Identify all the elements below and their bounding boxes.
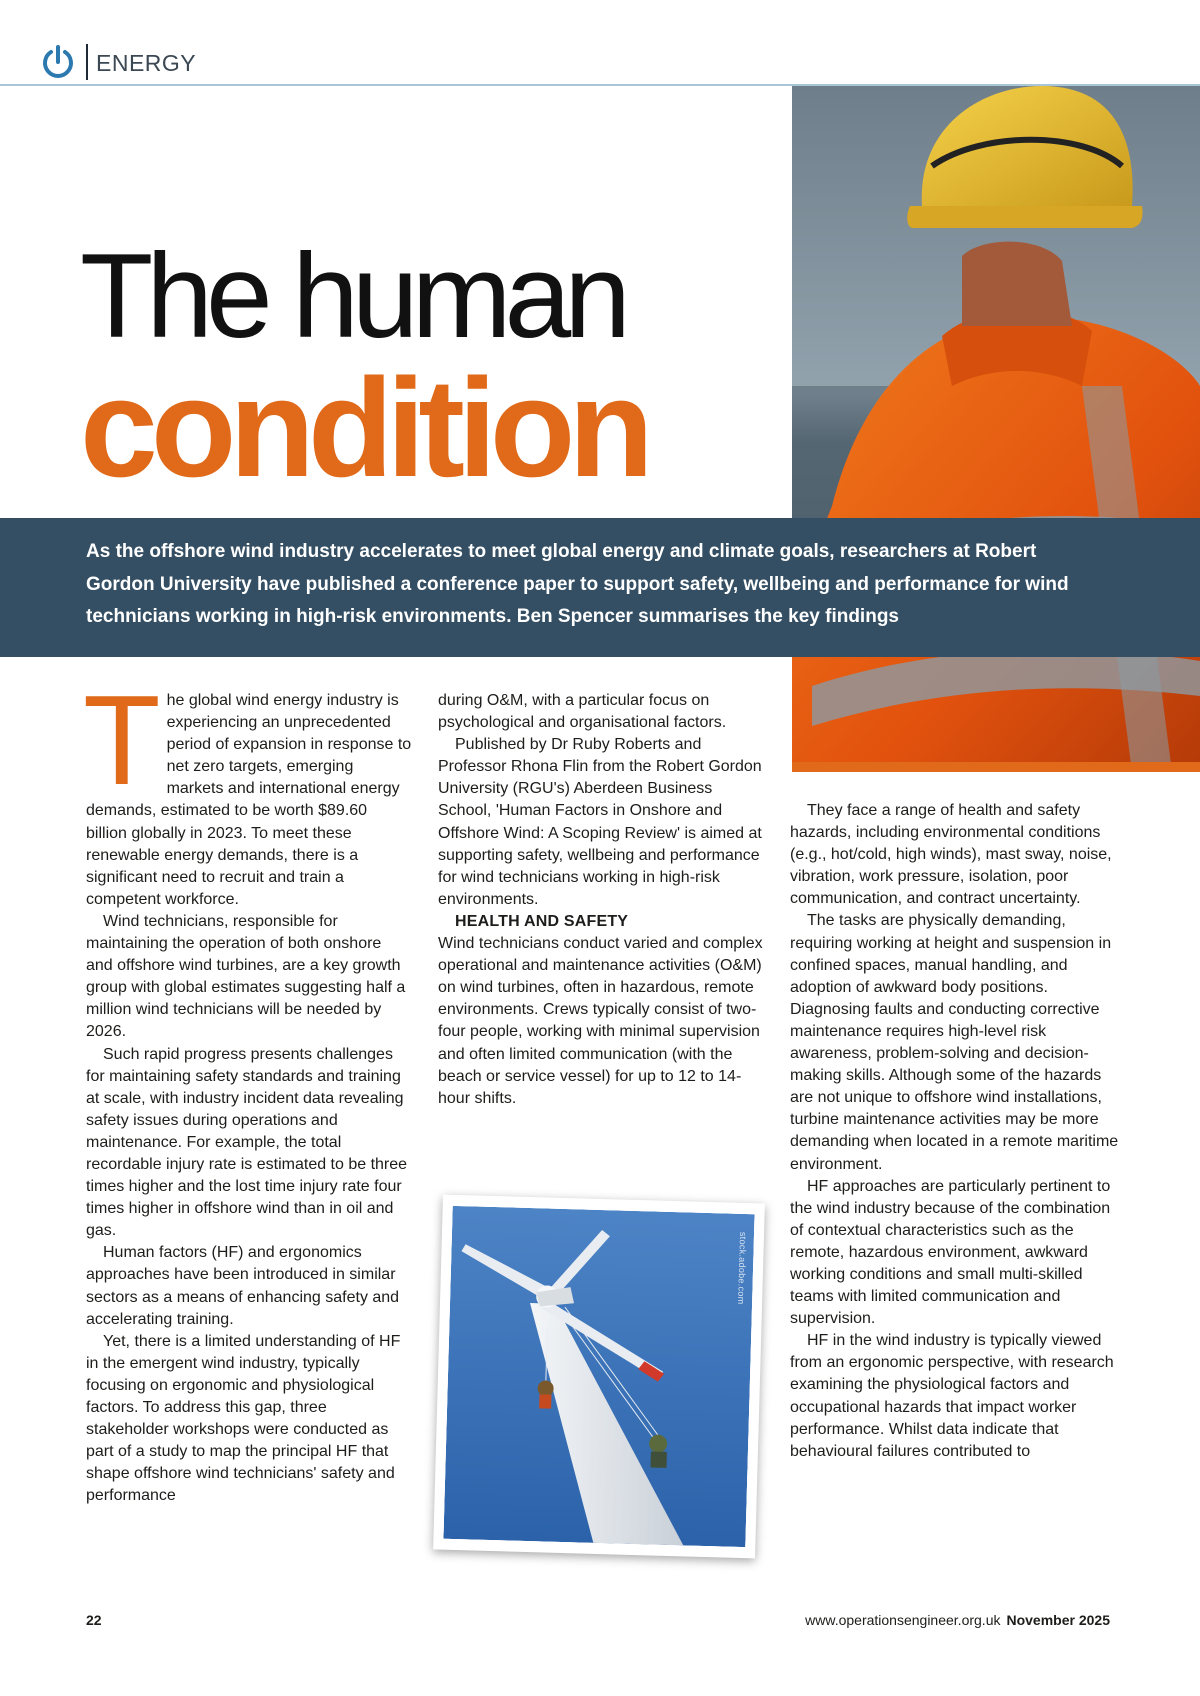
footer-url[interactable]: www.operationsengineer.org.uk xyxy=(805,1612,1001,1628)
paragraph: Such rapid progress presents challenges for maintaining safety standards and training at scale, with industry incident data revealing safety issues during operations and maintenance. For example, the total recordable injury rate is estimated to be three times higher and the lost time injury rate four times higher in offshore wind than in oil and gas. xyxy=(86,1045,408,1240)
paragraph: Wind technicians conduct varied and complex operational and maintenance activities (O&M) on wind turbines, often in hazardous, remote environments. Crews typically consist of two-four people, working with minimal supervision and often limited communication (with the beach or service vessel) for up to 12 to 14-hour shifts. xyxy=(438,935,763,1107)
header-divider xyxy=(86,44,88,80)
paragraph: Yet, there is a limited understanding of HF in the emergent wind industry, typically focusing on ergonomic and physiological factors. To address this gap, three stakeholder workshops were conducted as part of a study to map the principal HF that shape offshore wind technicians' safety and performance xyxy=(86,1332,401,1505)
hero-photo-worker xyxy=(792,86,1200,772)
footer-date: November 2025 xyxy=(1006,1612,1110,1628)
headline-line-1: The human xyxy=(80,229,625,363)
subheading: HEALTH AND SAFETY xyxy=(455,912,629,930)
paragraph: Wind technicians, responsible for maintaining the operation of both onshore and offshore wind turbines, are a key growth group with global estimates suggesting half a million wind technicians will be needed by 2026. xyxy=(86,912,406,1041)
drop-cap: T xyxy=(83,669,161,811)
power-icon xyxy=(40,44,76,80)
footer-info xyxy=(805,1612,1110,1628)
article-column-3 xyxy=(790,800,1120,1463)
paragraph: They face a range of health and safety hazards, including environmental conditions (e.g., hot/cold, high winds), mast sway, noise, vibration, work pressure, isolation, poor communication, and contract uncertainty. xyxy=(790,802,1112,908)
paragraph: he global wind energy industry is experiencing an unprecedented period of expansion in response to net zero targets, emerging markets and international energy demands, estimated to be worth $89.60 billion globally in 2023. To meet these renewable energy demands, there is a significant need to recruit and train a competent workforce. xyxy=(86,692,412,908)
section-label: ENERGY xyxy=(96,50,197,76)
photo-credit: stock.adobe.com xyxy=(736,1231,749,1305)
headline-line-2: condition xyxy=(80,349,647,506)
paragraph: The tasks are physically demanding, requiring working at height and suspension in confined spaces, manual handling, and adoption of awkward body positions. Diagnosing faults and conducting corrective maintenance requires high-level risk awareness, problem-solving and decision-making skills. Although some of the hazards are not unique to offshore wind installations, turbine maintenance activities may be more demanding when located in a remote maritime environment. xyxy=(790,912,1119,1173)
turbine-photo xyxy=(433,1195,765,1559)
paragraph: HF approaches are particularly pertinent to the wind industry because of the combination of contextual characteristics such as the remote, hazardous environment, awkward working conditions and small multi-skilled teams with limited communication and supervision. xyxy=(790,1177,1111,1328)
page-number: 22 xyxy=(86,1612,102,1628)
standfirst: As the offshore wind industry accelerates to meet global energy and climate goals, researchers at Robert Gordon University have published a conference paper to support safety, wellbeing and performance for wind technicians working in high-risk environments. Ben Spencer summarises the key findings xyxy=(86,541,1069,627)
article-column-1 xyxy=(83,669,412,1507)
paragraph: during O&M, with a particular focus on psychological and organisational factors. xyxy=(438,692,727,732)
paragraph: Published by Dr Ruby Roberts and Professor Rhona Flin from the Robert Gordon University (RGU's) Aberdeen Business School, 'Human Factors in Onshore and Offshore Wind: A Scoping Review' is aimed at supporting safety, wellbeing and performance for wind technicians working in high-risk environments. xyxy=(438,736,762,908)
article-column-2 xyxy=(438,690,768,1110)
paragraph: Human factors (HF) and ergonomics approaches have been introduced in similar sectors as a means of enhancing safety and accelerating training. xyxy=(86,1244,400,1328)
paragraph: HF in the wind industry is typically viewed from an ergonomic perspective, with research examining the physiological factors and occupational hazards that impact worker performance. Whilst data indicate that behavioural failures contributed to xyxy=(790,1332,1114,1460)
